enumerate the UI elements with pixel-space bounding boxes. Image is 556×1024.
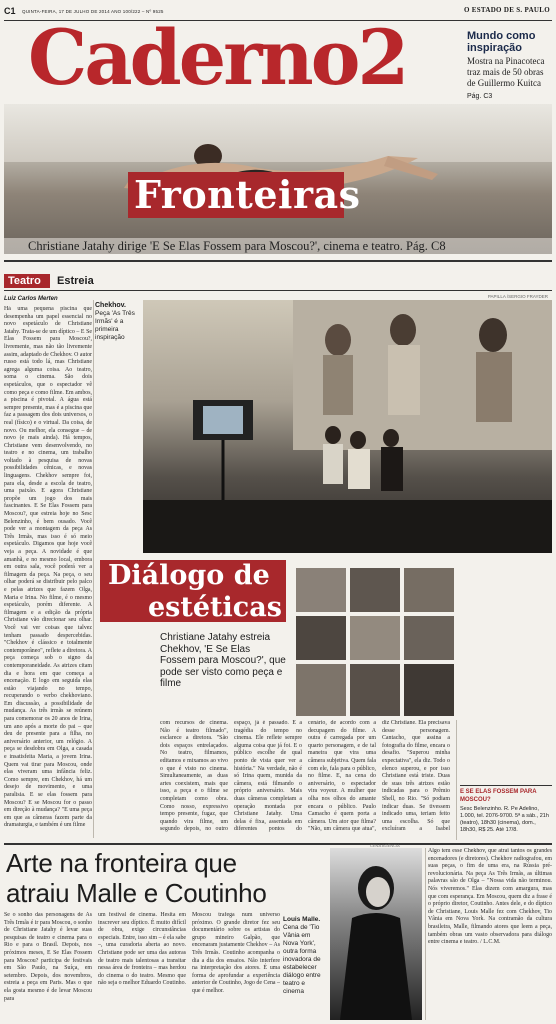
strip-frame — [404, 568, 454, 612]
stage-photo — [143, 300, 552, 553]
section-masthead[interactable]: Caderno2 — [28, 13, 407, 102]
photo-caption — [95, 302, 141, 342]
bottom-caption-text: Cena de 'Tio Vânia em Nova York', outra forma inovadora de estabelecer diálogo entre teatro e cinema — [283, 924, 321, 995]
article-column-2: com recursos de cinema. Não é teatro filmado", esclarece a diretora. "São dois espaços entrelaçados. No teatro, filmamos, editamos e mixamos ao vivo o que é visto no cinema. Simultaneamente, as duas artes coexistem, mais que isso, a peça e o filme se completam como obra. Como nosso, expressivo tempo presente, fugaz, que quando vira filme, um segundo depois, no outro espaço, já é passado. É a tragédia do tempo no cinema. Ele reflete sempre alguma coisa que já foi. E o público escolhe de qual ponto de vista quer ver a história." Na verdade, não é só Irina quem, munida da câmera, está filmando o próprio aniversário. Mais duas câmeras completam a operação montada por Christiane Jatahy. Uma delas é fixa, assentada em diferentes pontos do cenário, de acordo com a decupagem do filme. A outra é carregada por um quarto personagem, e de tal maneira que vira uma câmera subjetiva. Quem fala com ele, fala para o público, no filme. E, na cena do aniversário, o espectador vira voyeur. A mulher que olha nos olhos do amante encara o público. Paulo Camacho é quem porta a câmera. Um ator que filma? "Não, um câmera que atua", diz Christiane. Ela precisava desse personagem. Cantacho, que assina a fotografia do filme, encara o desafio. "Superou minha expectativa", ela diz. Todo o elenco superou, e por isso Christiane está triste. Duas de suas três atrizes estão indicadas para o Prêmio Shell, no Rio. "Só podiam indicar duas. Se tivessem indicado uma, teriam feito uma escolha. Só que excluíram a Isabel — [160, 720, 450, 833]
column-divider — [425, 848, 426, 1020]
bottom-column-2: um festival de cinema. Hesita em inscrever seu díptico. É muito difícil de obra, exige circunstâncias especiais. Entre, isso sim – é ela sabe –, uma curadoria aberta ao novo. Christiane pode ser uma das autoras de teatro mais talentosas a transitar nessa área de fronteira – mas herdou do cinema o do teatro. Mesmo que não seja o melhor Eduardo Coutinho. — [98, 912, 186, 987]
photo-caption-text: Peça 'As Três Irmãs' é a primeira inspiração — [95, 310, 135, 341]
bottom-caption-title: Louis Malle. — [283, 916, 321, 923]
bottom-column-1: Se o sonho das personagens de As Três Irmãs é ir para Moscou, o sonho de Christiane Jatahy é levar suas pesquisas de teatro e cinema para o Rio e para o Brasil. Depois, nos próximos meses, E Se Elas Fossem para Moscou? participa de festivais em São Paulo, na Suíça, em setembro. Depois, dos novembros, estreia a peça em Paris. Mas o que ela gosta mesmo é de levar Moscou para — [4, 912, 92, 1002]
article-column-1: Há uma pequena piscina que desempenha um papel essencial no novo espetáculo de Christiane Jatahy. Trata-se de um díptico – E Se Elas Fossem para Moscou?, livremente, mas não tão livremente assim, adaptado de Chekhov. O autor russo está todo lá, mas Christiane agrega alguma coisa. Ao teatro, soma o cinema. São dois espetáculos, que o espectador vê como peça e como filme. Em ambos, a piscina é pivotal. A água está sempre presente, mas é a piscina que faz a passagem dos dois universos, o real (físico) e o virtual. Da coisa, de novo. Ou melhor, ela consegue – de novo (e mais ainda). Há tempos, Christiane vem desenvolvendo, no teatro e no cinema, um trabalho voltado à pesquisa de novas possibilidades cênicas, e novas linguagens. Chekhov sempre foi, para ela, desde a escola de teatro, uma paixão. E agora Christiane propõe um jogo dos mais fascinantes. E Se Elas Fossem para Moscou?, que estreia hoje no Sesc Belenzinho, é bem ousado. Você pode ver a montagem da peça As Três Irmãs, mas isso é só meio espetáculo. Digamos que hoje você veja a peça. A novidade é que amanhã, e no mesmo local, embora em outra sala, você poderá ver a filmagem da peça. Na peça, o seu olhar poderá se distribuir pelo palco e pelas atrizes que fazem Olga, Maria e Irina. No filme, é o mesmo espetáculo, porém diferente. A filmagem e a edição da própria Christiane vão direcionar seu olhar. Você vai ver coisas que talvez tenham passado despercebidas. "Chekhov é clássico e totalmente contemporâneo", reflete a diretora. A peça começa sob o signo da contemporaneidade. As atrizes citam dia e hora em que começa a encenação. E logo em seguida elas estão viajando no tempo, recuperando o verbo chekhoviano. Em discussão, a possibilidade de mudança. As três irmãs se reúnem para comemorar os 20 anos de Irina, um ano após a morte do pai – que deu de presente para a filha, no aniversário anterior, um relógio. A peça se desdobra em Olga, a casada e insatisfeita Maria, a jovem Irina. Quem vai tirar para Moscou, onde elas viveram uma infância feliz. Como sempre, em Chekhov, há um desejo de movimento, e uma paralisia. E se elas fossem para Moscou? E se Moscou for o passo em direção à mudança? "E uma peça em que as câmeras fazem parte da dramaturgia, e também é um filme — [4, 306, 92, 829]
section-sublabel: Estreia — [57, 275, 94, 287]
bottom-headline-line1[interactable]: Arte na fronteira que — [6, 848, 237, 878]
strip-frame — [404, 616, 454, 660]
column-divider — [456, 720, 457, 840]
bottom-photo — [330, 848, 422, 1020]
promo-box[interactable] — [467, 30, 553, 100]
strip-frame — [404, 664, 454, 716]
strip-frame — [350, 616, 400, 660]
article-headline-line1[interactable]: Diálogo de — [108, 560, 270, 591]
film-strip — [296, 568, 456, 718]
photo-caption-title: Chekhov. — [95, 302, 126, 309]
bottom-column-4: Algo tem esse Chekhov, que atrai tantos os grandes encenadores (e diretores). Chekhov radiografou, em suas peças, o fim de uma era, na Rússia pré-revolucionária. Na peça As Três Irmãs, as últimas palavras são de Olga – "Nossa vida não terminou. Nós viveremos." Elas dizem com amargura, mas que com esperança. Em Moscou, quem diz a frase é o próprio diretor, Coutinho. Antes dele, e do díptico de Christiane, Louis Malle fez com Chekhov, Tio Vânia em Nova York. Na contramão da cultura brasileira, Malle, filmando atores que leem a peça, também obras um vasto observadora para diálogo entre cinema e teatro. / L.C.M. — [428, 848, 552, 946]
bottom-headline-line2[interactable]: atraiu Malle e Coutinho — [6, 878, 267, 908]
hero-caption[interactable]: Christiane Jatahy dirige 'E Se Elas Fossem para Moscou?', cinema e teatro. Pág. C8 — [28, 239, 446, 253]
photo-credit: PAPILLA /SERGIO FRAYDER — [487, 294, 548, 299]
info-box-title: E SE ELAS FOSSEM PARA MOSCOU? — [460, 789, 537, 803]
promo-page-ref: Pág. C3 — [467, 93, 493, 100]
page-number: C1 — [4, 6, 16, 16]
promo-title[interactable]: Mundo como inspiração — [467, 30, 536, 54]
promo-text: Mostra na Pinacoteca traz mais de 50 obras de Guillermo Kuitca — [467, 56, 545, 88]
stage-scene — [143, 300, 552, 553]
bottom-photo-credit: CENA AGÊNCIA — [370, 843, 400, 848]
strip-frame — [296, 664, 346, 716]
byline: Luiz Carlos Merten — [4, 296, 58, 302]
section-rule-top — [4, 260, 552, 262]
column-divider — [93, 300, 94, 838]
article-headline-line2[interactable]: estéticas — [148, 592, 282, 623]
section-rule-bottom — [4, 290, 552, 291]
strip-frame — [296, 568, 346, 612]
issue-line: QUINTA-FEIRA, 17 DE JULHO DE 2014 ANO 100/222 – Nº 9525 — [22, 9, 164, 14]
bottom-story-rule — [4, 843, 552, 845]
article-deck: Christiane Jatahy estreia Chekhov, 'E Se Elas Fossem para Moscou?', que pode ser visto como peça e filme — [160, 632, 286, 689]
bottom-column-3: Moscou trafega num universo próximo. O grande diretor fez seu documentário sobre os artistas do grupo mineiro Galpão, que encenaram justamente Chekhov – As Três Irmãs. Coutinho acompanha o dia a dia dos ensaios. Não interfere na interpretação dos atores. É uma forma de aprofundar a experiência anterior de Coutinho, Jogo de Cena – que é melhor. — [192, 912, 280, 994]
bottom-photo-caption — [283, 916, 327, 996]
section-label[interactable]: Teatro — [8, 275, 41, 287]
info-box-rule — [460, 785, 552, 786]
strip-frame — [350, 664, 400, 716]
newspaper-name[interactable]: O ESTADO DE S. PAULO — [463, 6, 550, 14]
strip-frame — [350, 568, 400, 612]
portrait-figure — [330, 848, 422, 1020]
strip-frame — [296, 616, 346, 660]
hero-headline[interactable]: Fronteiras — [134, 172, 361, 217]
info-box-text: Sesc Belenzinho. R. Pe Adelino, 1.000, tel. 2076-9700. 5ª a sáb., 21h (teatro), 18h30 (cinema), dom., 18h30, R$ 25. Até 17/8. — [460, 806, 549, 833]
